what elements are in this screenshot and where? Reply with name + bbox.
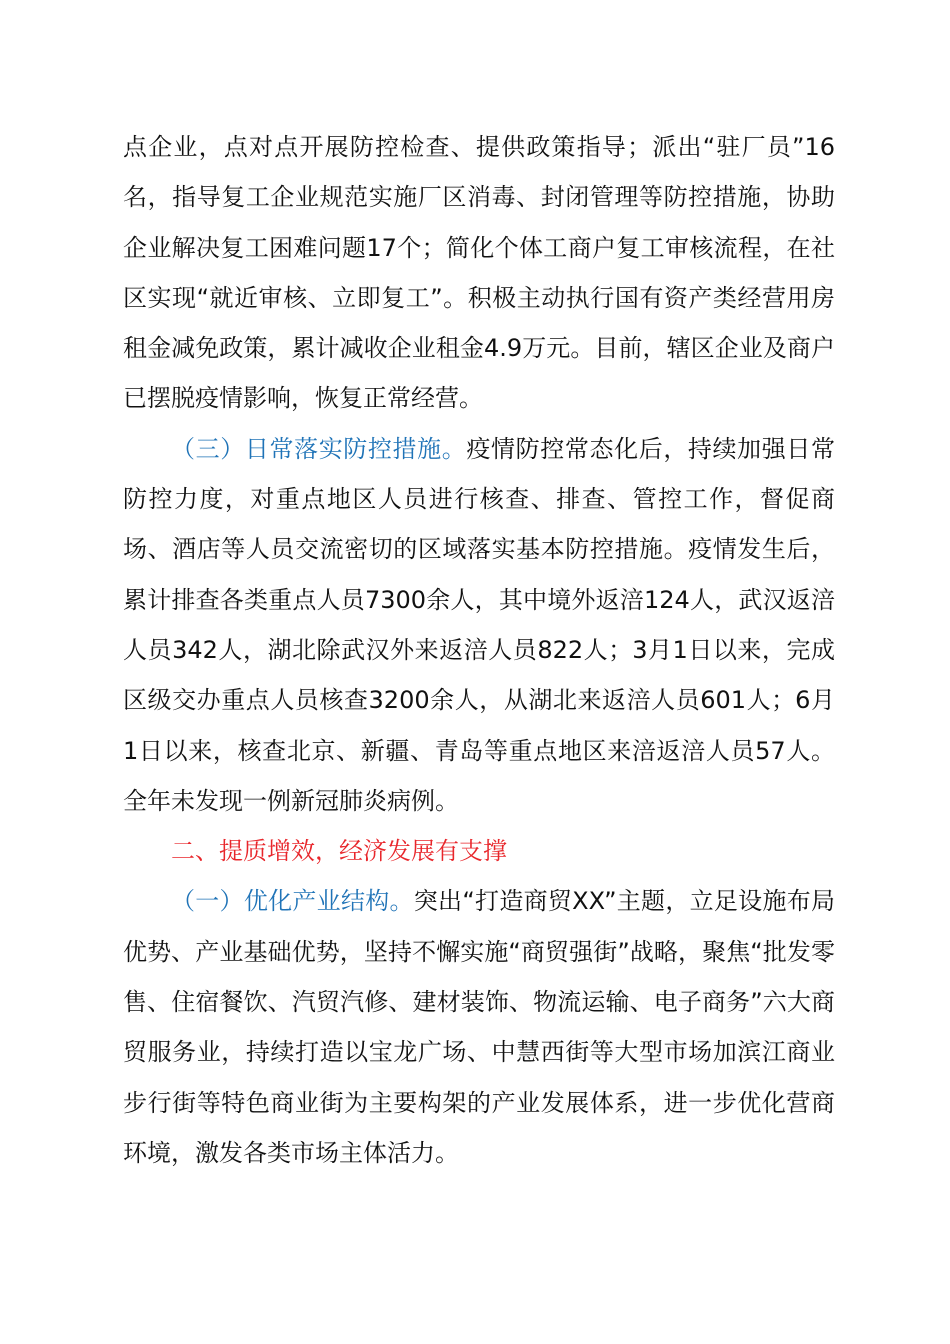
paragraph-epidemic-support: 点企业，点对点开展防控检查、提供政策指导；派出“驻厂员”16名，指导复工企业规范实施厂区消毒、封闭管理等防控措施，协助企业解决复工困难问题17个；简化个体工商户复工审核流程，在社区实现“就近审核、立即复工”。积极主动执行国有资产类经营用房租金减免政策，累计减收企业租金4.9万元。目前，辖区企业及商户已摆脱疫情影响，恢复正常经营。 (123, 133, 835, 413)
paragraph-daily-prevention (123, 424, 835, 826)
paragraph-daily-prevention-text: 疫情防控常态化后，持续加强日常防控力度，对重点地区人员进行核查、排查、管控工作，督促商场、酒店等人员交流密切的区域落实基本防控措施。疫情发生后，累计排查各类重点人员7300余人，其中境外返涪124人，武汉返涪人员342人，湖北除武汉外来返涪人员822人；3月1日以来，完成区级交办重点人员核查3200余人，从湖北来返涪人员601人；6月1日以来，核查北京、新疆、青岛等重点地区来涪返涪人员57人。全年未发现一例新冠肺炎病例。 (123, 434, 836, 815)
paragraph-industry-structure (123, 876, 835, 1178)
section-heading-economic-development: 二、提质增效，经济发展有支撑 (171, 837, 507, 866)
subheading-industry-structure: （一）优化产业结构。 (171, 887, 414, 916)
paragraph-industry-structure-text: 突出“打造商贸XX”主题，立足设施布局优势、产业基础优势，坚持不懈实施“商贸强街”战略，聚焦“批发零售、住宿餐饮、汽贸汽修、建材装饰、物流运输、电子商务”六大商贸服务业，持续打造以宝龙广场、中慧西街等大型市场加滨江商业步行街等特色商业街为主要构架的产业发展体系，进一步优化营商环境，激发各类市场主体活力。 (123, 887, 835, 1167)
subheading-daily-prevention: （三）日常落实防控措施。 (171, 434, 467, 463)
document-body (123, 122, 835, 1178)
